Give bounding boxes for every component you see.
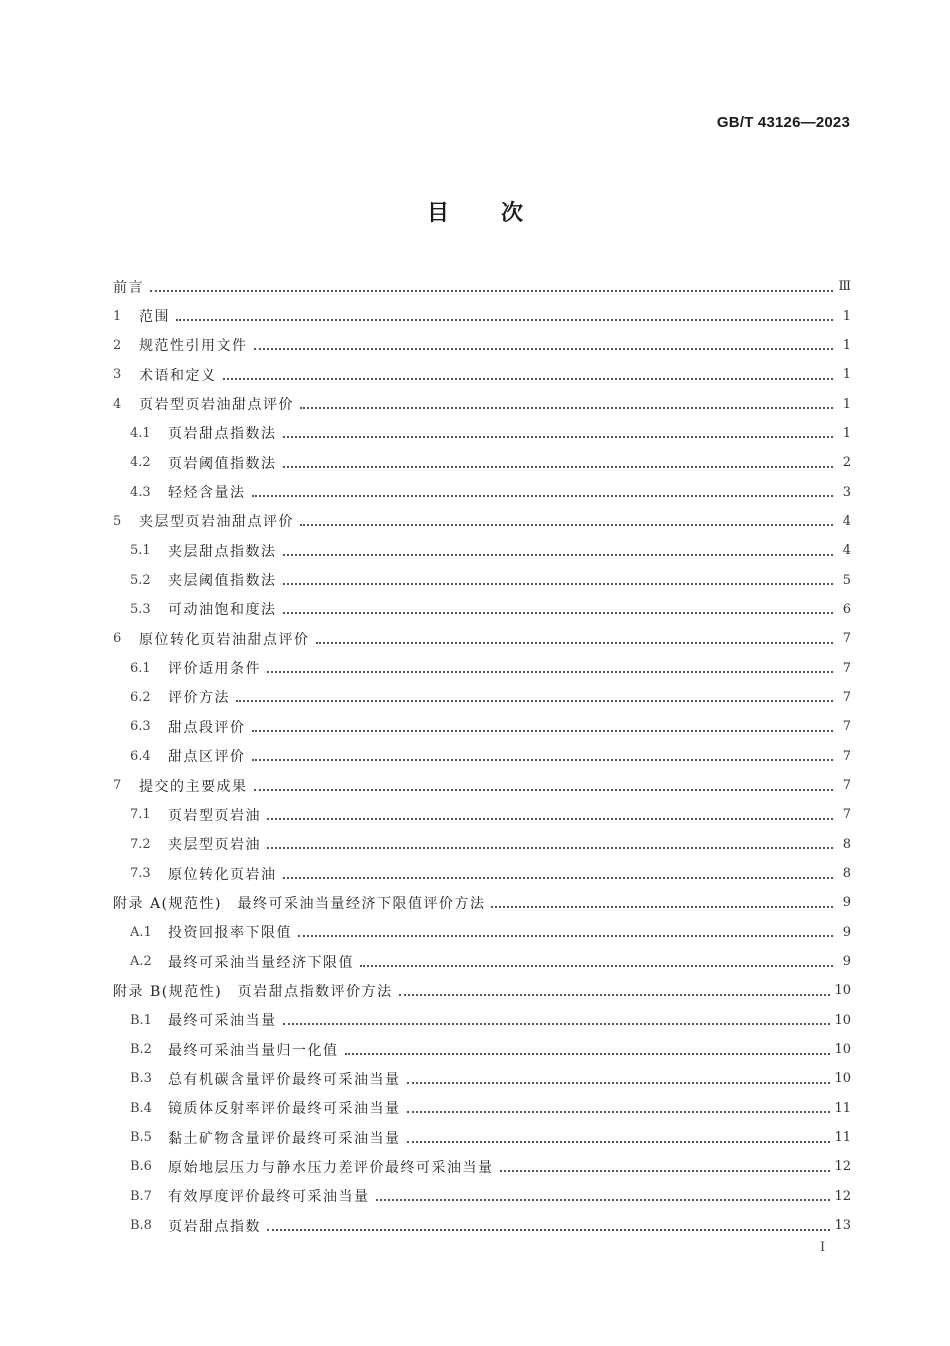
toc-entry[interactable]: [113, 771, 851, 800]
toc-entry-label: 提交的主要成果: [139, 778, 248, 795]
toc-entry-number: 6.4: [130, 748, 151, 764]
toc-dot-leader: [283, 466, 834, 468]
toc-entry-page: 10: [834, 1042, 851, 1058]
toc-entry-page: 7: [842, 689, 851, 705]
toc-entry-number: 5: [113, 513, 122, 529]
toc-entry-label: 投资回报率下限值: [168, 925, 292, 942]
toc-entry-label: 前言: [113, 279, 144, 296]
toc-entry[interactable]: [113, 742, 851, 771]
toc-entry-number: 3: [113, 367, 122, 383]
toc-entry-page: 9: [842, 954, 851, 970]
toc-entry-page: 4: [842, 513, 851, 529]
toc-entry-number: B.5: [130, 1130, 152, 1146]
toc-entry-label: 总有机碳含量评价最终可采油当量: [168, 1071, 401, 1088]
toc-entry[interactable]: [113, 1035, 851, 1064]
toc-entry[interactable]: [113, 331, 851, 360]
toc-entry-number: B.3: [130, 1071, 152, 1087]
toc-dot-leader: [345, 1053, 831, 1055]
toc-dot-leader: [236, 700, 833, 702]
toc-entry-page: 1: [842, 425, 851, 441]
page-number: I: [820, 1240, 826, 1255]
toc-entry-number: 4.2: [130, 455, 151, 471]
toc-entry-label: 附录 B(规范性) 页岩甜点指数评价方法: [113, 983, 393, 1000]
toc-entry[interactable]: [113, 624, 851, 653]
toc-entry[interactable]: [113, 389, 851, 418]
toc-dot-leader: [300, 524, 833, 526]
toc-entry-label: 范围: [139, 309, 170, 326]
toc-entry-page: 7: [842, 631, 851, 647]
toc-dot-leader: [267, 818, 833, 820]
toc-entry[interactable]: [113, 595, 851, 624]
toc-entry-label: 最终可采油当量归一化值: [168, 1042, 339, 1059]
toc-entry[interactable]: [113, 1094, 851, 1123]
toc-entry-number: 7.2: [130, 836, 151, 852]
toc-entry[interactable]: [113, 683, 851, 712]
toc-entry-page: 1: [842, 337, 851, 353]
toc-entry-label: 页岩阈值指数法: [168, 455, 277, 472]
toc-entry-number: 4.3: [130, 484, 151, 500]
toc-dot-leader: [300, 407, 833, 409]
toc-dot-leader: [407, 1082, 831, 1084]
toc-entry[interactable]: [113, 1211, 851, 1240]
toc-entry-number: B.6: [130, 1159, 152, 1175]
toc-dot-leader: [491, 906, 833, 908]
toc-entry-page: 9: [842, 924, 851, 940]
toc-entry-number: 5.1: [130, 543, 151, 559]
toc-entry-number: 6: [113, 631, 122, 647]
toc-dot-leader: [150, 290, 833, 292]
toc-entry-page: 8: [842, 836, 851, 852]
toc-entry-label: 评价适用条件: [168, 661, 261, 678]
toc-dot-leader: [316, 642, 834, 644]
toc-entry-number: B.7: [130, 1188, 152, 1204]
toc-entry-page: 12: [834, 1188, 851, 1204]
toc-entry-label: 页岩型页岩油甜点评价: [139, 397, 294, 414]
toc-entry-page: 7: [842, 807, 851, 823]
toc-entry-label: 页岩型页岩油: [168, 807, 261, 824]
toc-entry-page: 4: [842, 543, 851, 559]
toc-entry-page: 11: [834, 1130, 851, 1146]
toc-entry-number: 7: [113, 778, 122, 794]
toc-entry-label: 评价方法: [168, 690, 230, 707]
toc-entry[interactable]: [113, 1123, 851, 1152]
toc-entry-page: 7: [842, 660, 851, 676]
toc-entry-number: B.1: [130, 1012, 152, 1028]
toc-dot-leader: [283, 877, 834, 879]
toc-entry[interactable]: [113, 536, 851, 565]
toc-dot-leader: [360, 965, 833, 967]
toc-entry-label: 有效厚度评价最终可采油当量: [168, 1189, 370, 1206]
toc-entry[interactable]: [113, 301, 851, 330]
toc-entry-page: 6: [842, 601, 851, 617]
toc-entry-page: 3: [842, 484, 851, 500]
toc-entry[interactable]: [113, 1006, 851, 1035]
toc-entry-label: 原位转化页岩油: [168, 866, 277, 883]
toc-entry-number: 7.3: [130, 866, 151, 882]
toc-dot-leader: [283, 583, 834, 585]
toc-entry-page: 8: [842, 866, 851, 882]
toc-entry-page: 7: [842, 748, 851, 764]
toc-dot-leader: [254, 348, 834, 350]
toc-entry[interactable]: [113, 976, 851, 1005]
toc-entry[interactable]: [113, 565, 851, 594]
toc-entry[interactable]: [113, 947, 851, 976]
toc-entry-page: 10: [834, 1071, 851, 1087]
toc-entry-label: 夹层甜点指数法: [168, 543, 277, 560]
toc-entry-page: 7: [842, 778, 851, 794]
toc-dot-leader: [283, 612, 834, 614]
toc-entry-label: 附录 A(规范性) 最终可采油当量经济下限值评价方法: [113, 895, 486, 912]
toc-dot-leader: [252, 495, 834, 497]
toc-entry-page: Ⅲ: [838, 279, 851, 295]
toc-entry-label: 轻烃含量法: [168, 485, 246, 502]
toc-entry[interactable]: [113, 712, 851, 741]
toc-entry-page: 5: [842, 572, 851, 588]
toc-entry-number: 7.1: [130, 807, 151, 823]
toc-entry-number: B.4: [130, 1100, 152, 1116]
toc-dot-leader: [399, 994, 831, 996]
toc-entry-label: 页岩甜点指数: [168, 1218, 261, 1235]
toc-entry-label: 甜点区评价: [168, 749, 246, 766]
toc-entry-page: 7: [842, 719, 851, 735]
toc-dot-leader: [500, 1170, 831, 1172]
toc-entry-page: 1: [842, 308, 851, 324]
toc-entry-page: 1: [842, 367, 851, 383]
toc-entry-label: 甜点段评价: [168, 719, 246, 736]
toc-entry[interactable]: [113, 272, 851, 301]
toc-entry[interactable]: [113, 419, 851, 448]
toc-dot-leader: [267, 671, 833, 673]
toc-entry-page: 12: [834, 1159, 851, 1175]
toc-entry-page: 2: [842, 455, 851, 471]
toc-entry-label: 最终可采油当量: [168, 1013, 277, 1030]
toc-entry-label: 术语和定义: [139, 367, 217, 384]
toc-entry-number: 5.3: [130, 601, 151, 617]
toc-entry[interactable]: [113, 1064, 851, 1093]
toc-entry-label: 原始地层压力与静水压力差评价最终可采油当量: [168, 1159, 494, 1176]
toc-entry-number: 4.1: [130, 425, 151, 441]
toc-entry-label: 镜质体反射率评价最终可采油当量: [168, 1101, 401, 1118]
toc-dot-leader: [252, 759, 834, 761]
toc-entry-label: 原位转化页岩油甜点评价: [139, 631, 310, 648]
toc-entry[interactable]: [113, 360, 851, 389]
toc-dot-leader: [298, 935, 833, 937]
toc-entry[interactable]: [113, 448, 851, 477]
toc-entry-number: 5.2: [130, 572, 151, 588]
toc-dot-leader: [267, 1229, 830, 1231]
toc-entry-number: 6.1: [130, 660, 151, 676]
toc-entry-label: 黏土矿物含量评价最终可采油当量: [168, 1130, 401, 1147]
toc-entry-number: A.1: [130, 924, 152, 940]
page-title: 目次: [426, 201, 575, 226]
toc-dot-leader: [283, 436, 834, 438]
toc-dot-leader: [407, 1111, 831, 1113]
toc-entry-label: 夹层型页岩油甜点评价: [139, 514, 294, 531]
toc-entry[interactable]: [113, 800, 851, 829]
toc-entry-number: B.8: [130, 1218, 152, 1234]
toc-entry[interactable]: [113, 918, 851, 947]
toc-entry-label: 规范性引用文件: [139, 338, 248, 355]
toc-entry-number: 4: [113, 396, 122, 412]
table-of-contents: [113, 272, 851, 1240]
toc-dot-leader: [176, 319, 833, 321]
toc-entry-page: 1: [842, 396, 851, 412]
toc-entry[interactable]: [113, 888, 851, 917]
toc-entry-label: 可动油饱和度法: [168, 602, 277, 619]
toc-entry-page: 13: [834, 1218, 851, 1234]
toc-entry-page: 10: [834, 1012, 851, 1028]
toc-entry-label: 夹层阈值指数法: [168, 573, 277, 590]
toc-entry[interactable]: [113, 1152, 851, 1181]
toc-entry-page: 10: [834, 983, 851, 999]
toc-entry-number: A.2: [130, 954, 152, 970]
toc-entry-number: B.2: [130, 1042, 152, 1058]
toc-dot-leader: [252, 730, 834, 732]
toc-entry[interactable]: [113, 830, 851, 859]
toc-dot-leader: [254, 789, 834, 791]
toc-entry-page: 11: [834, 1100, 851, 1116]
standard-code: GB/T 43126—2023: [716, 114, 850, 131]
toc-entry[interactable]: [113, 507, 851, 536]
toc-entry-label: 最终可采油当量经济下限值: [168, 954, 354, 971]
toc-dot-leader: [283, 1023, 831, 1025]
toc-dot-leader: [283, 554, 834, 556]
toc-entry-number: 1: [113, 308, 122, 324]
toc-dot-leader: [376, 1199, 831, 1201]
toc-entry[interactable]: [113, 859, 851, 888]
toc-entry-label: 页岩甜点指数法: [168, 426, 277, 443]
toc-entry-number: 6.3: [130, 719, 151, 735]
toc-entry-label: 夹层型页岩油: [168, 837, 261, 854]
toc-entry-number: 6.2: [130, 689, 151, 705]
toc-entry[interactable]: [113, 477, 851, 506]
toc-entry-page: 9: [842, 895, 851, 911]
toc-entry-number: 2: [113, 337, 122, 353]
toc-entry[interactable]: [113, 1182, 851, 1211]
toc-dot-leader: [407, 1141, 831, 1143]
toc-dot-leader: [223, 378, 834, 380]
toc-dot-leader: [267, 847, 833, 849]
toc-entry[interactable]: [113, 653, 851, 682]
